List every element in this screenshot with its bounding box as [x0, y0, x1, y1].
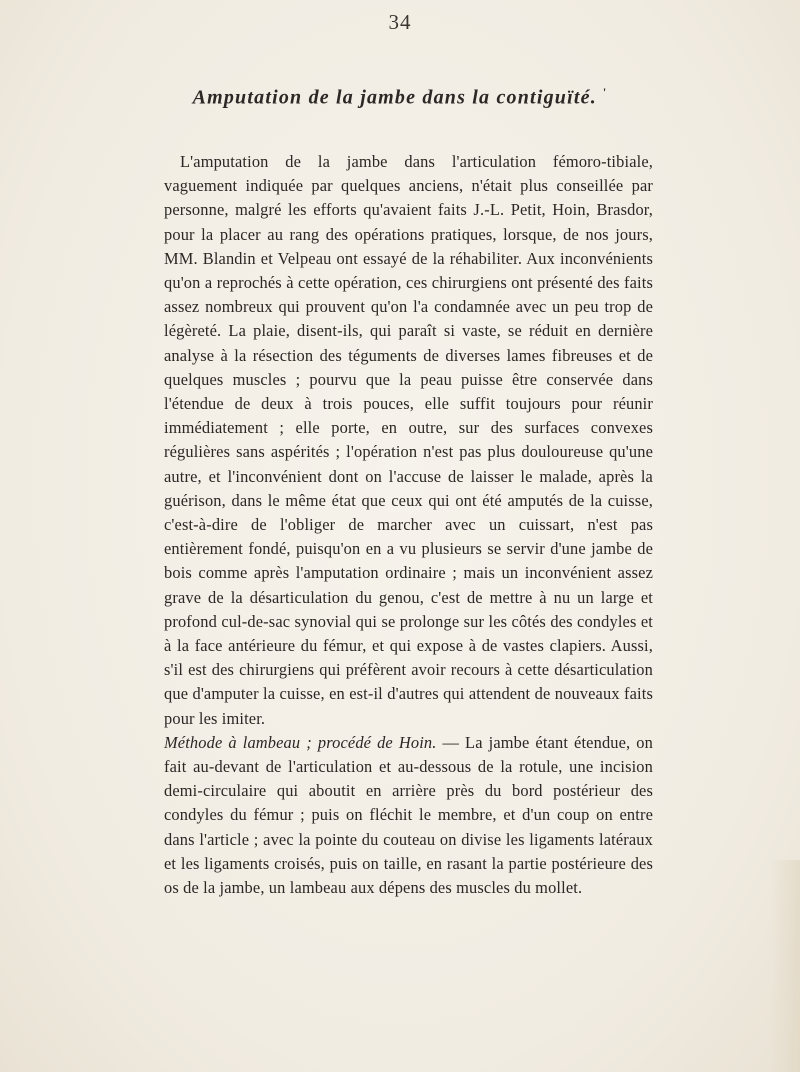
title-mark: ': [602, 85, 608, 99]
method-subheading: Méthode à lambeau ; procédé de Hoin.: [164, 732, 437, 752]
section-title: [0, 85, 800, 110]
section-title-text: Amputation de la jambe dans la contiguïté.: [192, 86, 597, 109]
method-description: — La jambe étant étendue, on fait au-devant de l'articulation et au-dessous de la rotule, une incision demi-circulaire qui aboutit en arrière près du bord postérieur des condyles du fémur ; puis on fléchit le membre, et d'un coup on entre dans l'article ; avec la pointe du couteau on divise les ligaments latéraux et les ligaments croisés, puis on taille, en rasant la partie postérieure des os de la jambe, un lambeau aux dépens des muscles du mollet.: [164, 732, 653, 898]
body-paragraph: [164, 150, 653, 900]
page-number: 34: [388, 10, 412, 34]
body-text-main: L'amputation de la jambe dans l'articulation fémoro-tibiale, vaguement indiquée par quelques anciens, n'était plus conseillée par personne, malgré les efforts qu'avaient faits J.-L. Petit, Hoin, Brasdor, pour la placer au rang des opérations pratiques, lorsque, de nos jours, MM. Blandin et Velpeau ont essayé de la réhabiliter. Aux inconvénients qu'on a reprochés à cette opération, ces chirurgiens ont présenté des faits assez nombreux qui prouvent qu'on l'a condamnée avec un peu trop de légèreté. La plaie, disent-ils, qui paraît si vaste, se réduit en dernière analyse à la résection des téguments de diverses lames fibreuses et de quelques muscles ; pourvu que la peau puisse être conservée dans l'étendue de deux à trois pouces, elle suffit toujours pour réunir immédiatement ; elle porte, en outre, sur des surfaces convexes régulières sans aspérités ; l'opération n'est pas plus douloureuse qu'une autre, et l'inconvénient dont on l'accuse de laisser le malade, après la guérison, dans le même état que ceux qui ont été amputés de la cuisse, c'est-à-dire de l'obliger de marcher avec un cuissart, n'est pas entièrement fondé, puisqu'on en a vu plusieurs se servir d'une jambe de bois comme après l'amputation ordinaire ; mais un inconvénient assez grave de la désarticulation du genou, c'est de mettre à nu un large et profond cul-de-sac synovial qui se prolonge sur les côtés des condyles et à la face antérieure du fémur, et qui expose à de vastes clapiers. Aussi, s'il est des chirurgiens qui préfèrent avoir recours à cette désarticulation que d'amputer la cuisse, en est-il d'autres qui attendent de nouveaux faits pour les imiter.: [164, 152, 653, 728]
paper-edge-stain: [770, 860, 800, 1072]
